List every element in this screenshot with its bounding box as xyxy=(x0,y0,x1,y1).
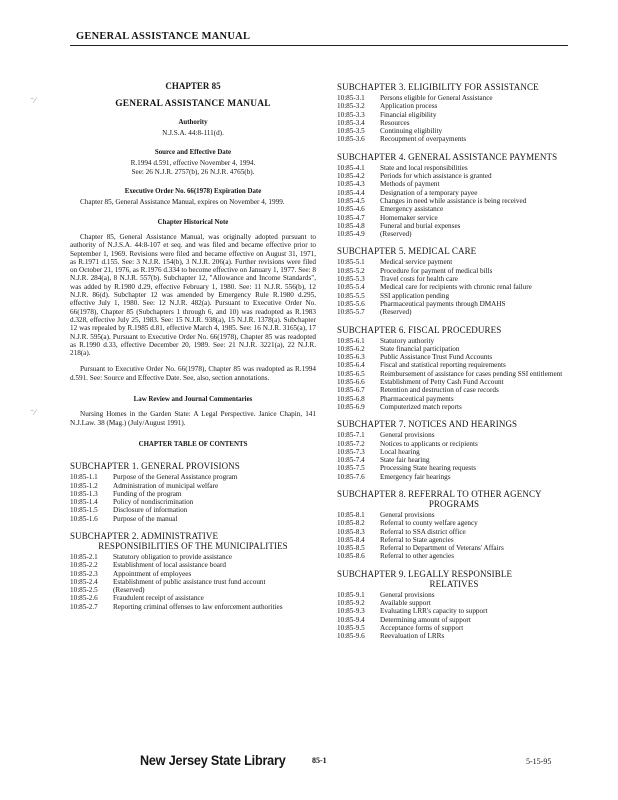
section-number: 10:85-4.4 xyxy=(337,188,365,197)
toc-entry xyxy=(337,127,571,135)
source-line: R.1994 d.591, effective November 4, 1994. xyxy=(130,159,256,168)
section-number: 10:85-3.4 xyxy=(337,118,365,127)
section-title: Computerized match reports xyxy=(380,402,462,411)
section-number: 10:85-6.2 xyxy=(337,344,365,353)
toc-entry xyxy=(337,345,571,353)
section-number: 10:85-8.2 xyxy=(337,519,365,528)
section-number: 10:85-4.9 xyxy=(337,230,365,239)
section-title: Persons eligible for General Assistance xyxy=(380,94,493,102)
section-number: 10:85-4.8 xyxy=(337,221,365,230)
section-title: Determining amount of support xyxy=(380,615,471,624)
right-column xyxy=(337,82,571,641)
toc-entry xyxy=(337,624,571,632)
section-title: Changes in need while assistance is being received xyxy=(380,196,527,205)
section-number: 10:85-4.7 xyxy=(337,213,365,222)
section-title: Periods for which assistance is granted xyxy=(380,172,492,181)
toc-entry xyxy=(337,607,571,615)
section-number: 10:85-3.5 xyxy=(337,127,365,136)
section-title: Statutory obligation to provide assistance xyxy=(113,552,232,561)
section-title: Recoupment of overpayments xyxy=(380,135,467,144)
library-stamp: New Jersey State Library xyxy=(140,752,286,768)
section-number: 10:85-2.3 xyxy=(70,569,98,578)
toc-entry xyxy=(337,230,571,238)
section-number: 10:85-1.6 xyxy=(70,514,98,523)
subchapter-list xyxy=(337,337,571,412)
section-number: 10:85-5.7 xyxy=(337,308,365,317)
section-number: 10:85-1.1 xyxy=(70,473,98,482)
subchapter-title: SUBCHAPTER 1. GENERAL PROVISIONS xyxy=(70,461,240,472)
section-title: State financial participation xyxy=(380,344,460,353)
section-number: 10:85-2.6 xyxy=(70,594,98,603)
toc-entry xyxy=(337,258,571,266)
section-title: Local hearing xyxy=(380,447,420,456)
section-number: 10:85-6.5 xyxy=(337,369,365,378)
toc-entry xyxy=(70,506,316,514)
toc-entry xyxy=(337,189,571,197)
review-text: Nursing Homes in the Garden State: A Legal Perspective. Janice Chapin, 141 N.J.Law. 38 (Mag.) (July/August 1991). xyxy=(70,410,316,427)
toc-entry xyxy=(337,135,571,143)
subchapter-list xyxy=(337,511,571,561)
subchapter-title: SUBCHAPTER 7. NOTICES AND HEARINGS xyxy=(337,419,518,430)
authority-heading: Authority xyxy=(178,118,208,126)
section-title: Reporting criminal offenses to law enforcement authorities xyxy=(113,602,283,611)
section-number: 10:85-2.5 xyxy=(70,586,98,595)
toc-entry xyxy=(337,102,571,110)
toc-entry xyxy=(337,300,571,308)
section-title: (Reserved) xyxy=(380,308,412,317)
toc-entry xyxy=(70,578,316,586)
section-number: 10:85-7.4 xyxy=(337,456,365,465)
toc-heading: CHAPTER TABLE OF CONTENTS xyxy=(138,440,248,448)
toc-entry xyxy=(70,561,316,569)
toc-entry xyxy=(337,552,571,560)
toc-entry xyxy=(70,498,316,506)
toc-entry xyxy=(337,94,571,102)
toc-entry xyxy=(337,395,571,403)
section-number: 10:85-2.1 xyxy=(70,552,98,561)
toc-entry xyxy=(337,591,571,599)
section-number: 10:85-8.1 xyxy=(337,510,365,519)
section-title: Available support xyxy=(380,599,431,608)
running-header: GENERAL ASSISTANCE MANUAL xyxy=(76,31,251,42)
section-number: 10:85-8.5 xyxy=(337,544,365,553)
section-number: 10:85-5.1 xyxy=(337,258,365,267)
toc-entry xyxy=(337,536,571,544)
history-heading: Chapter Historical Note xyxy=(157,218,229,226)
history-text: Chapter 85, General Assistance Manual, was originally adopted pursuant to authority of N.J.S.A. 44:8-107 et seq. and was filed and became effective prior to September 1, 1969. Revisions were filed and became effective on August 31, 1971, as R.1971 d.155. See: 3 N.J.R. 154(b), 3 N.J.R. 206(a). Further revisions were filed on October 21, 1976, as R.1976 d.334 to become effective on January 1, 1977. See: 8 N.J.R. 284(a), 8 N.J.R. 557(b). Subchapter 12, "Allowance and Income Standards", was added by R.1980 d.29, effective February 1, 1980. See: 11 N.J.R. 556(b), 12 N.J.R. 86(d). Subchapter 12 was amended by Emergency Rule R.1980 d.295, effective July 1, 1980. See: 12 N.J.R. 482(a). Pursuant to Executive Order No. 66(1978), Chapter 85 (Subchapters 1 through 6, and 10) was readopted as R.1983 d.328, effective July 25, 1983. See: 15 N.J.R. 938(a), 15 N.J.R. 1378(a). Subchapter 12 was repealed by R.1985 d.81, effective March 4, 1985. See: 16 N.J.R. 3165(a), 17 N.J.R. 595(a). Pursuant to Executive Order No. 66(1978), Chapter 85 was readopted as R.1990 d.33, effective December 20, 1989. See: 21 N.J.R. 3221(a), 22 N.J.R. 218(a). xyxy=(70,232,316,358)
toc-entry xyxy=(337,119,571,127)
section-number: 10:85-1.5 xyxy=(70,506,98,515)
toc-entry xyxy=(337,267,571,275)
section-number: 10:85-8.3 xyxy=(337,527,365,536)
toc-entry xyxy=(337,386,571,394)
section-title: Procedure for payment of medical bills xyxy=(380,266,493,275)
subchapter-list xyxy=(337,94,571,144)
section-title: Fraudulent receipt of assistance xyxy=(113,594,204,603)
section-number: 10:85-7.1 xyxy=(337,431,365,440)
toc-entry xyxy=(337,214,571,222)
section-number: 10:85-7.6 xyxy=(337,472,365,481)
toc-entry xyxy=(337,599,571,607)
section-title: Medical care for recipients with chronic renal failure xyxy=(380,283,532,292)
section-title: Reimbursement of assistance for cases pending SSI entitlement xyxy=(380,369,563,378)
toc-entry xyxy=(70,473,316,481)
subchapter-list xyxy=(70,473,316,523)
section-title: Evaluating LRR's capacity to support xyxy=(380,607,488,616)
section-title: Referral to SSA district office xyxy=(380,527,466,536)
exec-order-heading: Executive Order No. 66(1978) Expiration Date xyxy=(124,188,262,196)
section-title: Referral to State agencies xyxy=(380,535,454,544)
section-number: 10:85-2.7 xyxy=(70,602,98,611)
section-number: 10:85-4.5 xyxy=(337,196,365,205)
section-number: 10:85-5.4 xyxy=(337,283,365,292)
section-title: (Reserved) xyxy=(380,230,412,239)
section-number: 10:85-6.9 xyxy=(337,402,365,411)
section-title: Application process xyxy=(380,102,438,111)
section-number: 10:85-7.2 xyxy=(337,439,365,448)
section-number: 10:85-4.2 xyxy=(337,172,365,181)
section-number: 10:85-4.3 xyxy=(337,180,365,189)
toc-entry xyxy=(337,222,571,230)
section-title: Referral to Department of Veterans' Affairs xyxy=(380,544,504,553)
toc-entry xyxy=(337,337,571,345)
section-number: 10:85-7.3 xyxy=(337,447,365,456)
section-title: Homemaker service xyxy=(380,213,438,222)
section-title: Fiscal and statistical reporting requirements xyxy=(380,361,506,370)
section-title: State and local responsibilities xyxy=(380,163,468,172)
toc-entry xyxy=(70,586,316,594)
section-number: 10:85-3.3 xyxy=(337,110,365,119)
section-title: General provisions xyxy=(380,431,435,440)
section-title: Processing State hearing requests xyxy=(380,464,477,473)
section-title: Appointment of employees xyxy=(113,569,192,578)
section-number: 10:85-5.6 xyxy=(337,299,365,308)
subchapter-title: SUBCHAPTER 5. MEDICAL CARE xyxy=(337,246,477,257)
toc-entry xyxy=(337,456,571,464)
section-title: Purpose of the General Assistance program xyxy=(113,473,238,482)
toc-entry xyxy=(337,519,571,527)
subchapter-list xyxy=(337,164,571,239)
section-title: Methods of payment xyxy=(380,180,440,189)
toc-entry xyxy=(337,197,571,205)
section-number: 10:85-4.6 xyxy=(337,205,365,214)
section-title: Emergency assistance xyxy=(380,205,444,214)
section-title: State fair hearing xyxy=(380,456,430,465)
section-title: Emergency fair hearings xyxy=(380,472,451,481)
section-title: (Reserved) xyxy=(113,586,145,595)
section-title: Retention and destruction of case records xyxy=(380,386,499,395)
section-title: SSI application pending xyxy=(380,291,450,300)
section-number: 10:85-6.3 xyxy=(337,353,365,362)
subchapter-list xyxy=(70,553,316,611)
section-number: 10:85-9.5 xyxy=(337,623,365,632)
section-title: Establishment of local assistance board xyxy=(113,561,226,570)
toc-entry xyxy=(337,528,571,536)
section-number: 10:85-6.7 xyxy=(337,386,365,395)
section-title: Pharmaceutical payments xyxy=(380,394,454,403)
section-number: 10:85-5.5 xyxy=(337,291,365,300)
left-column xyxy=(70,82,316,611)
section-number: 10:85-1.2 xyxy=(70,481,98,490)
toc-entry xyxy=(337,308,571,316)
section-number: 10:85-6.1 xyxy=(337,336,365,345)
subchapter-title: SUBCHAPTER 3. ELIGIBILITY FOR ASSISTANCE xyxy=(337,82,539,92)
section-number: 10:85-9.6 xyxy=(337,632,365,641)
section-number: 10:85-9.4 xyxy=(337,615,365,624)
margin-mark: ⁻⁄ xyxy=(30,96,36,105)
toc-entry xyxy=(337,378,571,386)
source-line: See: 26 N.J.R. 2757(b), 26 N.J.R. 4765(b). xyxy=(131,167,255,176)
section-title: Disclosure of information xyxy=(113,506,188,515)
section-number: 10:85-2.2 xyxy=(70,561,98,570)
section-title: Notices to applicants or recipients xyxy=(380,439,478,448)
toc-entry xyxy=(337,464,571,472)
section-number: 10:85-1.4 xyxy=(70,498,98,507)
toc-entry xyxy=(70,553,316,561)
subchapter-title: SUBCHAPTER 2. ADMINISTRATIVE xyxy=(70,530,219,541)
page-number: 85-1 xyxy=(312,756,327,765)
section-title: Pharmaceutical payments through DMAHS xyxy=(380,299,506,308)
toc-entry xyxy=(337,440,571,448)
toc-entry xyxy=(337,283,571,291)
toc-entry xyxy=(337,180,571,188)
section-title: Funding of the program xyxy=(113,489,182,498)
section-title: Acceptance forms of support xyxy=(380,623,464,632)
toc-entry xyxy=(337,473,571,481)
review-heading: Law Review and Journal Commentaries xyxy=(133,396,253,404)
section-number: 10:85-5.3 xyxy=(337,275,365,284)
section-title: Medical service payment xyxy=(380,258,453,267)
margin-mark: ⁻⁄ xyxy=(30,408,36,417)
section-title: Referral to other agencies xyxy=(380,552,455,561)
section-number: 10:85-3.1 xyxy=(337,94,365,102)
section-number: 10:85-4.1 xyxy=(337,163,365,172)
subchapter-title-cont: RESPONSIBILITIES OF THE MUNICIPALITIES xyxy=(98,540,288,551)
subchapter-list xyxy=(337,591,571,641)
toc-entry xyxy=(337,111,571,119)
subchapter-title: SUBCHAPTER 4. GENERAL ASSISTANCE PAYMENTS xyxy=(337,151,558,162)
toc-entry xyxy=(337,292,571,300)
header-rule xyxy=(70,45,568,46)
section-title: General provisions xyxy=(380,590,435,599)
toc-entry xyxy=(70,490,316,498)
section-title: Establishment of Petty Cash Fund Account xyxy=(380,378,504,387)
toc-entry xyxy=(337,353,571,361)
section-number: 10:85-8.4 xyxy=(337,535,365,544)
source-heading: Source and Effective Date xyxy=(154,149,232,157)
toc-entry xyxy=(70,515,316,523)
toc-entry xyxy=(337,361,571,369)
subchapter-title-cont: RELATIVES xyxy=(429,578,479,589)
section-title: Resources xyxy=(380,118,410,127)
toc-entry xyxy=(337,632,571,640)
section-title: Referral to county welfare agency xyxy=(380,519,478,528)
section-title: Reevaluation of LRRs xyxy=(380,632,445,641)
subchapter-list xyxy=(337,431,571,481)
toc-entry xyxy=(337,370,571,378)
toc-entry xyxy=(337,172,571,180)
section-number: 10:85-3.2 xyxy=(337,102,365,111)
toc-entry xyxy=(70,482,316,490)
section-title: Purpose of the manual xyxy=(113,514,178,523)
section-title: Funeral and burial expenses xyxy=(380,221,461,230)
section-title: Financial eligibility xyxy=(380,110,437,119)
subchapter-title: SUBCHAPTER 6. FISCAL PROCEDURES xyxy=(337,324,502,335)
toc-entry xyxy=(70,570,316,578)
toc-entry xyxy=(337,616,571,624)
toc-entry xyxy=(337,511,571,519)
chapter-number: CHAPTER 85 xyxy=(165,81,221,91)
toc-entry xyxy=(337,275,571,283)
toc-entry xyxy=(337,448,571,456)
section-title: Designation of a temporary payee xyxy=(380,188,478,197)
toc-entry xyxy=(337,164,571,172)
section-title: Travel costs for health care xyxy=(380,275,458,284)
chapter-title: GENERAL ASSISTANCE MANUAL xyxy=(115,99,271,110)
section-title: Continuing eligibility xyxy=(380,127,443,136)
section-number: 10:85-9.1 xyxy=(337,590,365,599)
toc-entry xyxy=(70,603,316,611)
toc-entry xyxy=(337,431,571,439)
subchapter-title-cont: PROGRAMS xyxy=(428,498,480,509)
section-number: 10:85-6.8 xyxy=(337,394,365,403)
authority-text: N.J.S.A. 44:8-111(d). xyxy=(162,128,224,137)
section-title: Statutory authority xyxy=(380,336,435,345)
toc-entry xyxy=(337,403,571,411)
section-title: Establishment of public assistance trust fund account xyxy=(113,577,266,586)
section-number: 10:85-1.3 xyxy=(70,489,98,498)
section-title: Public Assistance Trust Fund Accounts xyxy=(380,353,493,362)
section-number: 10:85-9.2 xyxy=(337,599,365,608)
toc-entry xyxy=(337,205,571,213)
subchapter-title: SUBCHAPTER 8. REFERRAL TO OTHER AGENCY xyxy=(337,488,542,499)
exec-order-text: Chapter 85, General Assistance Manual, expires on November 4, 1999. xyxy=(80,198,285,207)
section-number: 10:85-6.4 xyxy=(337,361,365,370)
section-number: 10:85-6.6 xyxy=(337,378,365,387)
section-title: Administration of municipal welfare xyxy=(113,481,219,490)
section-number: 10:85-8.6 xyxy=(337,552,365,561)
section-number: 10:85-2.4 xyxy=(70,577,98,586)
subchapter-title: SUBCHAPTER 9. LEGALLY RESPONSIBLE xyxy=(337,568,513,579)
section-title: Policy of nondiscrimination xyxy=(113,498,194,507)
toc-entry xyxy=(337,544,571,552)
section-number: 10:85-3.6 xyxy=(337,135,365,144)
section-number: 10:85-7.5 xyxy=(337,464,365,473)
toc-entry xyxy=(70,594,316,602)
subchapter-list xyxy=(337,258,571,316)
revision-date: 5-15-95 xyxy=(526,757,552,766)
section-title: General provisions xyxy=(380,510,435,519)
section-number: 10:85-9.3 xyxy=(337,607,365,616)
history-text-2: Pursuant to Executive Order No. 66(1978), Chapter 85 was readopted as R.1994 d.591. See: Source and Effective Date. See, also, section annotations. xyxy=(70,365,316,382)
section-number: 10:85-5.2 xyxy=(337,266,365,275)
